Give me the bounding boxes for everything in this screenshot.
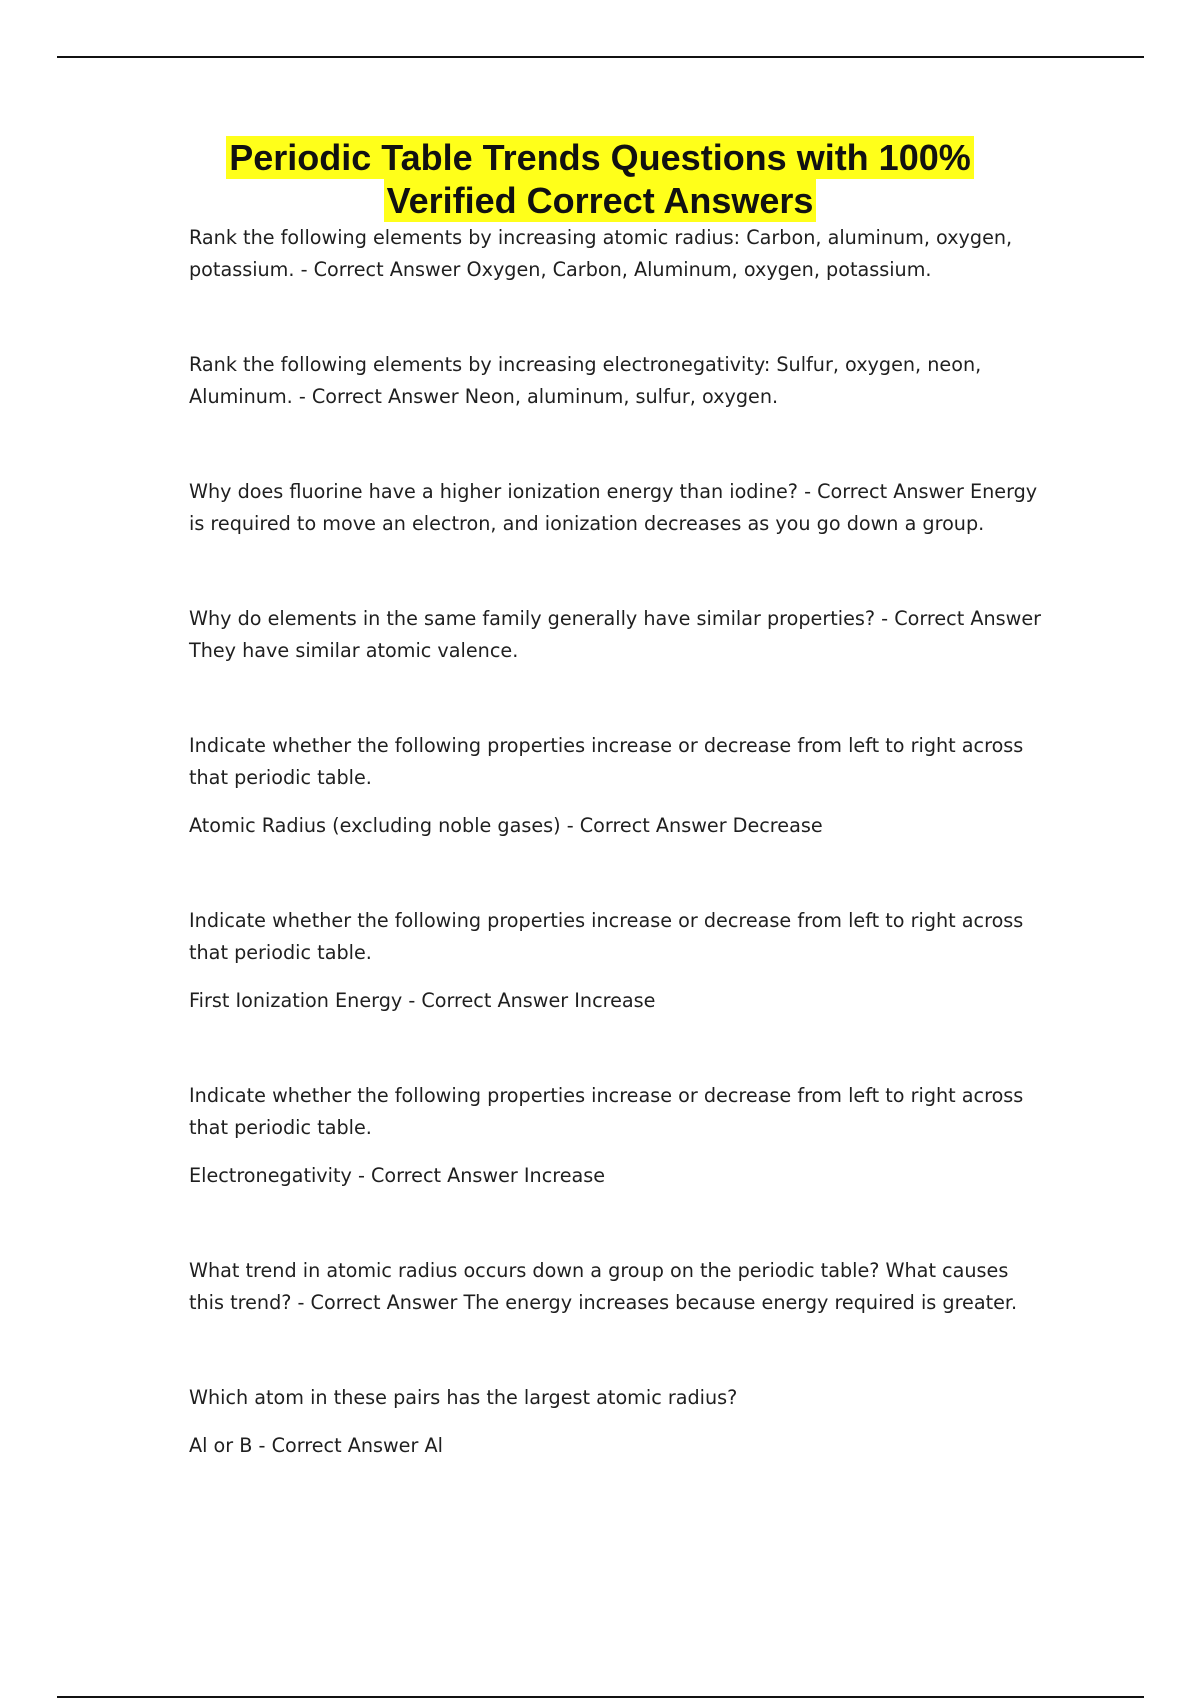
qa-item [189,476,1049,540]
qa-item [189,1255,1049,1319]
qa-item [189,349,1049,413]
bottom-rule [57,1696,1144,1698]
qa-text: Rank the following elements by increasing electronegativity: Sulfur, oxygen, neon, Aluminum. - Correct Answer Neon, aluminum, sulfur, oxygen. [189,353,982,408]
qa-answer: Electronegativity - Correct Answer Increase [189,1164,606,1187]
qa-text: What trend in atomic radius occurs down a group on the periodic table? What causes this trend? - Correct Answer The energy increases because energy required is greater. [189,1259,1018,1314]
qa-item [189,905,1049,1017]
qa-text: Which atom in these pairs has the largest atomic radius? [189,1386,738,1409]
qa-text: Indicate whether the following properties increase or decrease from left to right across that periodic table. [189,734,1024,789]
qa-item [189,1080,1049,1192]
qa-text: Why does fluorine have a higher ionization energy than iodine? - Correct Answer Energy is required to move an electron, and ionization decreases as you go down a group. [189,480,1038,535]
qa-text: Indicate whether the following properties increase or decrease from left to right across that periodic table. [189,909,1024,964]
qa-answer: Atomic Radius (excluding noble gases) - Correct Answer Decrease [189,814,823,837]
qa-text: Why do elements in the same family generally have similar properties? - Correct Answer They have similar atomic valence. [189,607,1042,662]
qa-item [189,603,1049,667]
top-rule [57,56,1144,58]
title-line-1: Periodic Table Trends Questions with 100% [226,136,974,179]
qa-text: Rank the following elements by increasing atomic radius: Carbon, aluminum, oxygen, potassium. - Correct Answer Oxygen, Carbon, Aluminum, oxygen, potassium. [189,226,1013,281]
document-title [0,136,1200,222]
qa-text: Indicate whether the following properties increase or decrease from left to right across that periodic table. [189,1084,1024,1139]
title-line-2: Verified Correct Answers [384,179,817,222]
qa-list [189,222,1049,1462]
qa-item [189,1382,1049,1462]
qa-answer: Al or B - Correct Answer Al [189,1434,443,1457]
qa-answer: First Ionization Energy - Correct Answer Increase [189,989,656,1012]
qa-item [189,730,1049,842]
qa-item [189,222,1049,286]
